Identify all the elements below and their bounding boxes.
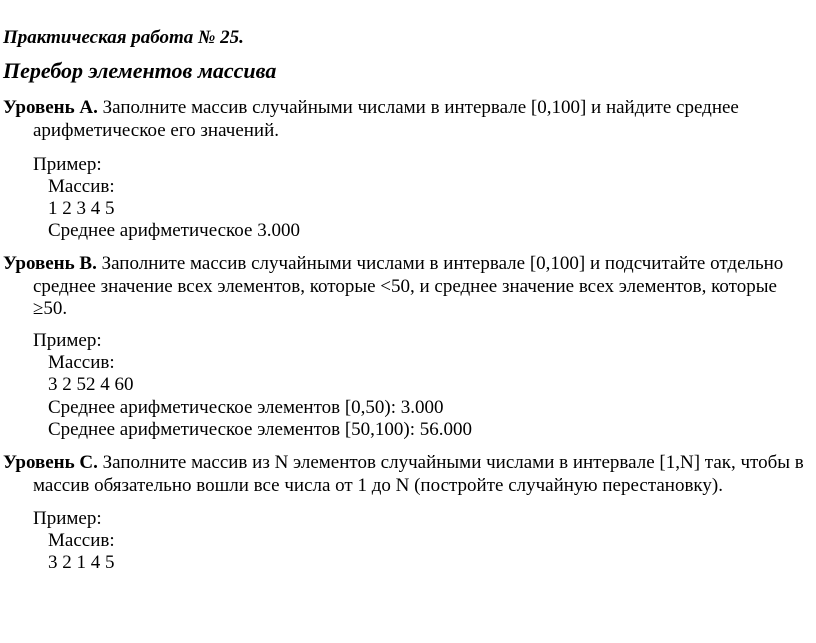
topic-title: Перебор элементов массива (3, 58, 277, 83)
level-b-label: Уровень B. (3, 253, 97, 274)
level-b-task-text: Заполните массив случайными числами в интервале [0,100] и подсчитайте отдельно (101, 253, 784, 274)
level-a-task-line1 (3, 97, 739, 119)
level-a-task-line2: арифметическое его значений. (33, 120, 280, 141)
level-b-result1: Среднее арифметическое элементов [0,50): 3.000 (48, 397, 444, 418)
level-b-array-values: 3 2 52 4 60 (48, 374, 134, 395)
level-c-task-line2: массив обязательно вошли все числа от 1 до N (постройте случайную перестановку). (33, 475, 723, 496)
level-c-array-label: Массив: (48, 530, 115, 551)
level-b-array-label: Массив: (48, 352, 115, 373)
level-c-task-line1 (3, 452, 804, 474)
level-b-task-line1 (3, 253, 783, 275)
work-title: Практическая работа № 25. (3, 27, 244, 48)
level-a-array-label: Массив: (48, 176, 115, 197)
level-b-example-label: Пример: (33, 330, 102, 351)
level-b-result2: Среднее арифметическое элементов [50,100): 56.000 (48, 419, 473, 440)
level-a-example-label: Пример: (33, 154, 102, 175)
level-c-example-label: Пример: (33, 508, 102, 529)
level-a-label: Уровень A. (3, 97, 98, 118)
level-c-label: Уровень C. (3, 452, 98, 473)
level-a-task-text: Заполните массив случайными числами в интервале [0,100] и найдите среднее (102, 97, 739, 118)
level-b-task-line2: среднее значение всех элементов, которые <50, и среднее значение всех элементов, которые (33, 276, 777, 297)
level-c-array-values: 3 2 1 4 5 (48, 552, 115, 573)
level-b-task-line3: ≥50. (33, 298, 68, 319)
level-a-result: Среднее арифметическое 3.000 (48, 220, 300, 241)
level-a-array-values: 1 2 3 4 5 (48, 198, 115, 219)
level-c-task-text: Заполните массив из N элементов случайными числами в интервале [1,N] так, чтобы в (102, 452, 804, 473)
